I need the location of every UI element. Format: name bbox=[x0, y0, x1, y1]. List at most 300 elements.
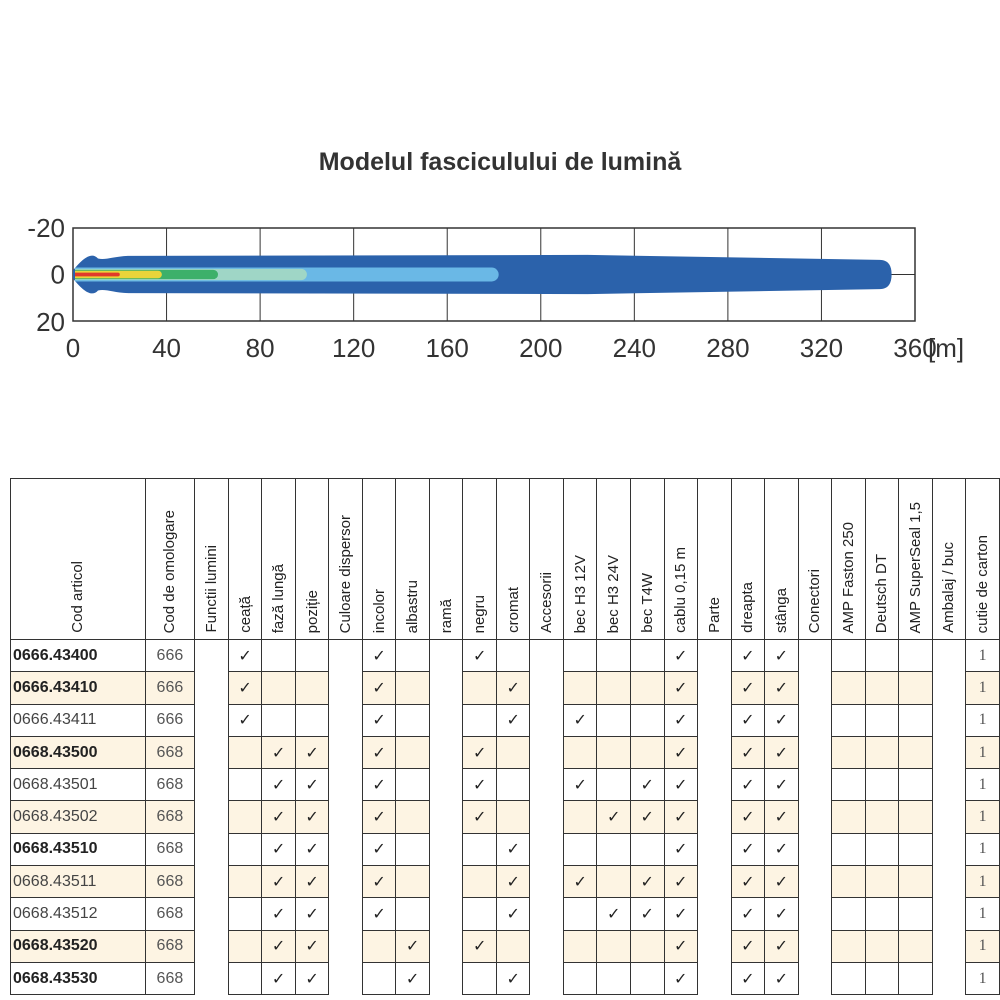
cell-h3_24 bbox=[597, 898, 631, 930]
check-icon: ✓ bbox=[506, 968, 520, 988]
cell-cromat bbox=[496, 801, 530, 833]
cell-stanga bbox=[765, 704, 799, 736]
check-icon: ✓ bbox=[674, 807, 688, 827]
x-tick-label: 120 bbox=[331, 333, 376, 363]
check-icon: ✓ bbox=[741, 710, 755, 730]
cell-h3_24 bbox=[597, 704, 631, 736]
cell-superseal bbox=[899, 704, 933, 736]
cell-albastru bbox=[396, 736, 430, 768]
check-icon: ✓ bbox=[774, 645, 788, 665]
check-icon: ✓ bbox=[607, 904, 621, 924]
carton-qty-cell: 1 bbox=[966, 833, 1000, 865]
cell-t4w bbox=[630, 866, 664, 898]
cell-ceata bbox=[228, 736, 262, 768]
cell-parte bbox=[698, 672, 732, 704]
x-tick-label: 160 bbox=[425, 333, 469, 363]
check-icon: ✓ bbox=[372, 710, 386, 730]
cell-t4w bbox=[630, 833, 664, 865]
check-icon: ✓ bbox=[238, 710, 252, 730]
homologation-code-cell: 666 bbox=[145, 640, 195, 672]
table-row bbox=[11, 866, 1000, 898]
cell-superseal bbox=[899, 801, 933, 833]
cell-amp bbox=[832, 736, 866, 768]
cell-negru bbox=[463, 962, 497, 994]
cell-conectori bbox=[798, 866, 832, 898]
check-icon: ✓ bbox=[774, 774, 788, 794]
cell-stanga bbox=[765, 640, 799, 672]
column-header-pozitie bbox=[295, 479, 329, 640]
table-row bbox=[11, 833, 1000, 865]
cell-cablu bbox=[664, 833, 698, 865]
article-code-cell: 0668.43512 bbox=[11, 898, 146, 930]
column-header-label: Culoare dispersor bbox=[337, 514, 355, 633]
check-icon: ✓ bbox=[305, 774, 319, 794]
x-unit-label: [m] bbox=[928, 333, 965, 363]
article-code-cell: 0666.43411 bbox=[11, 704, 146, 736]
check-icon: ✓ bbox=[674, 742, 688, 762]
cell-functii bbox=[195, 930, 229, 962]
x-tick-label: 240 bbox=[612, 333, 657, 363]
check-icon: ✓ bbox=[271, 839, 286, 859]
cell-amp bbox=[832, 866, 866, 898]
cell-t4w bbox=[630, 704, 664, 736]
check-icon: ✓ bbox=[405, 968, 420, 988]
cell-amp bbox=[832, 640, 866, 672]
cell-culoare bbox=[329, 962, 363, 994]
cell-cablu bbox=[664, 704, 698, 736]
cell-conectori bbox=[798, 801, 832, 833]
cell-t4w bbox=[630, 769, 664, 801]
column-header-cod bbox=[11, 479, 146, 640]
cell-deutsch bbox=[865, 704, 899, 736]
carton-qty-cell: 1 bbox=[966, 801, 1000, 833]
cell-cablu bbox=[664, 866, 698, 898]
check-icon: ✓ bbox=[774, 742, 788, 762]
check-icon: ✓ bbox=[741, 904, 755, 924]
article-code-cell: 0668.43520 bbox=[11, 930, 146, 962]
cell-rama bbox=[429, 833, 463, 865]
cell-pozitie bbox=[295, 672, 329, 704]
article-code-cell: 0668.43502 bbox=[11, 801, 146, 833]
cell-incolor bbox=[362, 866, 396, 898]
table-row bbox=[11, 672, 1000, 704]
check-icon: ✓ bbox=[271, 742, 286, 762]
cell-h3_12 bbox=[563, 833, 597, 865]
cell-deutsch bbox=[865, 801, 899, 833]
check-icon: ✓ bbox=[741, 871, 755, 891]
cell-ceata bbox=[228, 898, 262, 930]
cell-incolor bbox=[362, 736, 396, 768]
homologation-code-cell: 668 bbox=[145, 898, 195, 930]
table-row bbox=[11, 898, 1000, 930]
cell-incolor bbox=[362, 769, 396, 801]
cell-parte bbox=[698, 704, 732, 736]
check-icon: ✓ bbox=[674, 677, 688, 697]
cell-ambalaj bbox=[932, 898, 966, 930]
cell-pozitie bbox=[295, 736, 329, 768]
column-header-cablu bbox=[664, 479, 698, 640]
cell-dreapta bbox=[731, 898, 765, 930]
homologation-code-cell: 668 bbox=[145, 736, 195, 768]
check-icon: ✓ bbox=[405, 936, 420, 956]
article-code-cell: 0666.43400 bbox=[11, 640, 146, 672]
cell-parte bbox=[698, 769, 732, 801]
cell-functii bbox=[195, 672, 229, 704]
cell-superseal bbox=[899, 672, 933, 704]
cell-stanga bbox=[765, 769, 799, 801]
cell-faza bbox=[262, 672, 296, 704]
x-tick-label: 200 bbox=[519, 333, 563, 363]
cell-pozitie bbox=[295, 866, 329, 898]
cell-ceata bbox=[228, 640, 262, 672]
cell-incolor bbox=[362, 930, 396, 962]
cell-rama bbox=[429, 930, 463, 962]
cell-h3_24 bbox=[597, 866, 631, 898]
check-icon: ✓ bbox=[372, 774, 386, 794]
check-icon: ✓ bbox=[472, 742, 487, 762]
check-icon: ✓ bbox=[506, 677, 520, 697]
cell-accesorii bbox=[530, 672, 564, 704]
column-header-ambalaj bbox=[932, 479, 966, 640]
x-tick-label: 320 bbox=[799, 333, 844, 363]
cell-ambalaj bbox=[932, 769, 966, 801]
cell-parte bbox=[698, 866, 732, 898]
beam-zone-6 bbox=[75, 273, 120, 277]
cell-faza bbox=[262, 769, 296, 801]
homologation-code-cell: 668 bbox=[145, 769, 195, 801]
cell-t4w bbox=[630, 640, 664, 672]
cell-culoare bbox=[329, 672, 363, 704]
cell-parte bbox=[698, 898, 732, 930]
cell-deutsch bbox=[865, 769, 899, 801]
column-header-label: Accesorii bbox=[538, 572, 556, 633]
check-icon: ✓ bbox=[640, 807, 654, 827]
cell-stanga bbox=[765, 833, 799, 865]
cell-culoare bbox=[329, 736, 363, 768]
homologation-code-cell: 668 bbox=[145, 930, 195, 962]
check-icon: ✓ bbox=[674, 645, 688, 665]
column-header-accesorii bbox=[530, 479, 564, 640]
check-icon: ✓ bbox=[305, 871, 319, 891]
cell-albastru bbox=[396, 704, 430, 736]
check-icon: ✓ bbox=[573, 710, 587, 730]
check-icon: ✓ bbox=[372, 904, 386, 924]
check-icon: ✓ bbox=[774, 807, 788, 827]
check-icon: ✓ bbox=[741, 968, 755, 988]
cell-dreapta bbox=[731, 640, 765, 672]
cell-ceata bbox=[228, 962, 262, 994]
cell-cromat bbox=[496, 898, 530, 930]
cell-faza bbox=[262, 736, 296, 768]
cell-rama bbox=[429, 672, 463, 704]
cell-albastru bbox=[396, 866, 430, 898]
cell-deutsch bbox=[865, 640, 899, 672]
cell-albastru bbox=[396, 801, 430, 833]
column-header-label: bec H3 12V bbox=[571, 554, 589, 633]
cell-t4w bbox=[630, 672, 664, 704]
cell-accesorii bbox=[530, 833, 564, 865]
x-tick-label: 80 bbox=[245, 333, 275, 363]
cell-ambalaj bbox=[932, 962, 966, 994]
cell-negru bbox=[463, 898, 497, 930]
cell-deutsch bbox=[865, 833, 899, 865]
cell-ambalaj bbox=[932, 801, 966, 833]
cell-dreapta bbox=[731, 672, 765, 704]
column-header-dreapta bbox=[731, 479, 765, 640]
cell-ceata bbox=[228, 866, 262, 898]
cell-faza bbox=[262, 962, 296, 994]
cell-pozitie bbox=[295, 898, 329, 930]
cell-functii bbox=[195, 962, 229, 994]
column-header-label: bec H3 24V bbox=[605, 554, 623, 633]
cell-rama bbox=[429, 640, 463, 672]
cell-dreapta bbox=[731, 704, 765, 736]
cell-culoare bbox=[329, 866, 363, 898]
cell-albastru bbox=[396, 672, 430, 704]
check-icon: ✓ bbox=[506, 871, 520, 891]
check-icon: ✓ bbox=[472, 936, 487, 956]
check-icon: ✓ bbox=[271, 774, 286, 794]
table-row bbox=[11, 801, 1000, 833]
check-icon: ✓ bbox=[472, 645, 487, 665]
cell-faza bbox=[262, 801, 296, 833]
table-row bbox=[11, 640, 1000, 672]
cell-h3_12 bbox=[563, 866, 597, 898]
cell-conectori bbox=[798, 736, 832, 768]
cell-culoare bbox=[329, 898, 363, 930]
cell-cromat bbox=[496, 704, 530, 736]
column-header-superseal bbox=[899, 479, 933, 640]
cell-ceata bbox=[228, 801, 262, 833]
cell-conectori bbox=[798, 833, 832, 865]
check-icon: ✓ bbox=[774, 968, 788, 988]
cell-rama bbox=[429, 704, 463, 736]
cell-accesorii bbox=[530, 736, 564, 768]
cell-t4w bbox=[630, 801, 664, 833]
check-icon: ✓ bbox=[506, 839, 520, 859]
column-header-deutsch bbox=[865, 479, 899, 640]
cell-culoare bbox=[329, 769, 363, 801]
cell-pozitie bbox=[295, 930, 329, 962]
column-header-label: ramă bbox=[437, 598, 455, 633]
cell-conectori bbox=[798, 704, 832, 736]
column-header-ceata bbox=[228, 479, 262, 640]
table-row bbox=[11, 704, 1000, 736]
cell-amp bbox=[832, 930, 866, 962]
column-header-conectori bbox=[798, 479, 832, 640]
cell-h3_12 bbox=[563, 736, 597, 768]
column-header-label: dreapta bbox=[739, 582, 757, 633]
article-code-cell: 0668.43510 bbox=[11, 833, 146, 865]
cell-stanga bbox=[765, 930, 799, 962]
check-icon: ✓ bbox=[741, 645, 755, 665]
cell-h3_12 bbox=[563, 898, 597, 930]
article-code-cell: 0666.43410 bbox=[11, 672, 146, 704]
cell-dreapta bbox=[731, 962, 765, 994]
cell-pozitie bbox=[295, 769, 329, 801]
cell-superseal bbox=[899, 962, 933, 994]
check-icon: ✓ bbox=[372, 807, 386, 827]
check-icon: ✓ bbox=[573, 871, 587, 891]
cell-ambalaj bbox=[932, 736, 966, 768]
column-header-culoare bbox=[329, 479, 363, 640]
cell-ambalaj bbox=[932, 833, 966, 865]
cell-ambalaj bbox=[932, 640, 966, 672]
carton-qty-cell: 1 bbox=[966, 736, 1000, 768]
cell-parte bbox=[698, 801, 732, 833]
cell-cablu bbox=[664, 672, 698, 704]
column-header-label: ceață bbox=[236, 596, 254, 633]
check-icon: ✓ bbox=[305, 839, 319, 859]
check-icon: ✓ bbox=[774, 839, 788, 859]
column-header-label: AMP SuperSeal 1,5 bbox=[906, 501, 924, 633]
column-header-h3_12 bbox=[563, 479, 597, 640]
cell-ambalaj bbox=[932, 930, 966, 962]
cell-rama bbox=[429, 769, 463, 801]
check-icon: ✓ bbox=[741, 774, 755, 794]
cell-cablu bbox=[664, 962, 698, 994]
cell-parte bbox=[698, 930, 732, 962]
column-header-label: Functii lumini bbox=[203, 545, 221, 633]
cell-ceata bbox=[228, 769, 262, 801]
cell-albastru bbox=[396, 833, 430, 865]
cell-albastru bbox=[396, 898, 430, 930]
cell-faza bbox=[262, 866, 296, 898]
carton-qty-cell: 1 bbox=[966, 672, 1000, 704]
cell-deutsch bbox=[865, 866, 899, 898]
cell-amp bbox=[832, 769, 866, 801]
cell-parte bbox=[698, 962, 732, 994]
column-header-label: AMP Faston 250 bbox=[839, 521, 857, 633]
cell-culoare bbox=[329, 704, 363, 736]
column-header-stanga bbox=[765, 479, 799, 640]
check-icon: ✓ bbox=[741, 677, 755, 697]
column-header-label: cablu 0,15 m bbox=[672, 547, 690, 633]
cell-h3_24 bbox=[597, 672, 631, 704]
cell-albastru bbox=[396, 769, 430, 801]
cell-pozitie bbox=[295, 801, 329, 833]
cell-incolor bbox=[362, 801, 396, 833]
column-header-label: Ambalaj / buc bbox=[940, 542, 958, 633]
column-header-label: stânga bbox=[772, 587, 790, 633]
cell-parte bbox=[698, 640, 732, 672]
cell-faza bbox=[262, 898, 296, 930]
carton-qty-cell: 1 bbox=[966, 930, 1000, 962]
column-header-label: Cod de omologare bbox=[161, 509, 179, 633]
cell-amp bbox=[832, 704, 866, 736]
cell-negru bbox=[463, 704, 497, 736]
column-header-label: poziție bbox=[303, 589, 321, 633]
table-header-row bbox=[11, 479, 1000, 640]
cell-incolor bbox=[362, 704, 396, 736]
cell-superseal bbox=[899, 640, 933, 672]
check-icon: ✓ bbox=[774, 710, 788, 730]
cell-conectori bbox=[798, 930, 832, 962]
x-tick-label: 360 bbox=[893, 333, 937, 363]
table-row bbox=[11, 930, 1000, 962]
cell-cromat bbox=[496, 930, 530, 962]
check-icon: ✓ bbox=[674, 871, 688, 891]
cell-h3_12 bbox=[563, 801, 597, 833]
cell-negru bbox=[463, 736, 497, 768]
cell-dreapta bbox=[731, 769, 765, 801]
cell-incolor bbox=[362, 672, 396, 704]
check-icon: ✓ bbox=[271, 871, 286, 891]
cell-parte bbox=[698, 736, 732, 768]
cell-amp bbox=[832, 962, 866, 994]
cell-h3_24 bbox=[597, 930, 631, 962]
cell-faza bbox=[262, 704, 296, 736]
cell-stanga bbox=[765, 801, 799, 833]
cell-cablu bbox=[664, 736, 698, 768]
carton-qty-cell: 1 bbox=[966, 898, 1000, 930]
column-header-label: negru bbox=[471, 594, 489, 633]
column-header-h3_24 bbox=[597, 479, 631, 640]
article-code-cell: 0668.43501 bbox=[11, 769, 146, 801]
check-icon: ✓ bbox=[271, 807, 286, 827]
cell-rama bbox=[429, 962, 463, 994]
check-icon: ✓ bbox=[640, 774, 654, 794]
check-icon: ✓ bbox=[271, 936, 286, 956]
cell-cablu bbox=[664, 801, 698, 833]
cell-conectori bbox=[798, 898, 832, 930]
check-icon: ✓ bbox=[271, 968, 286, 988]
y-tick-label: 0 bbox=[50, 259, 65, 290]
check-icon: ✓ bbox=[741, 839, 755, 859]
check-icon: ✓ bbox=[372, 871, 386, 891]
check-icon: ✓ bbox=[305, 807, 319, 827]
cell-conectori bbox=[798, 640, 832, 672]
carton-qty-cell: 1 bbox=[966, 704, 1000, 736]
check-icon: ✓ bbox=[607, 807, 621, 827]
cell-stanga bbox=[765, 866, 799, 898]
cell-stanga bbox=[765, 736, 799, 768]
cell-parte bbox=[698, 833, 732, 865]
cell-negru bbox=[463, 866, 497, 898]
cell-cromat bbox=[496, 672, 530, 704]
cell-dreapta bbox=[731, 833, 765, 865]
cell-functii bbox=[195, 898, 229, 930]
homologation-code-cell: 668 bbox=[145, 962, 195, 994]
cell-cromat bbox=[496, 640, 530, 672]
cell-incolor bbox=[362, 898, 396, 930]
check-icon: ✓ bbox=[741, 936, 755, 956]
cell-incolor bbox=[362, 640, 396, 672]
article-code-cell: 0668.43511 bbox=[11, 866, 146, 898]
cell-stanga bbox=[765, 672, 799, 704]
check-icon: ✓ bbox=[774, 936, 788, 956]
column-header-incolor bbox=[362, 479, 396, 640]
cell-h3_24 bbox=[597, 801, 631, 833]
column-header-label: Parte bbox=[705, 597, 723, 633]
cell-pozitie bbox=[295, 962, 329, 994]
cell-functii bbox=[195, 866, 229, 898]
column-header-negru bbox=[463, 479, 497, 640]
cell-stanga bbox=[765, 898, 799, 930]
cell-ambalaj bbox=[932, 672, 966, 704]
check-icon: ✓ bbox=[472, 774, 487, 794]
cell-rama bbox=[429, 801, 463, 833]
check-icon: ✓ bbox=[674, 968, 688, 988]
cell-negru bbox=[463, 833, 497, 865]
cell-faza bbox=[262, 640, 296, 672]
check-icon: ✓ bbox=[372, 742, 386, 762]
cell-stanga bbox=[765, 962, 799, 994]
cell-dreapta bbox=[731, 866, 765, 898]
cell-h3_12 bbox=[563, 769, 597, 801]
cell-superseal bbox=[899, 833, 933, 865]
cell-t4w bbox=[630, 962, 664, 994]
